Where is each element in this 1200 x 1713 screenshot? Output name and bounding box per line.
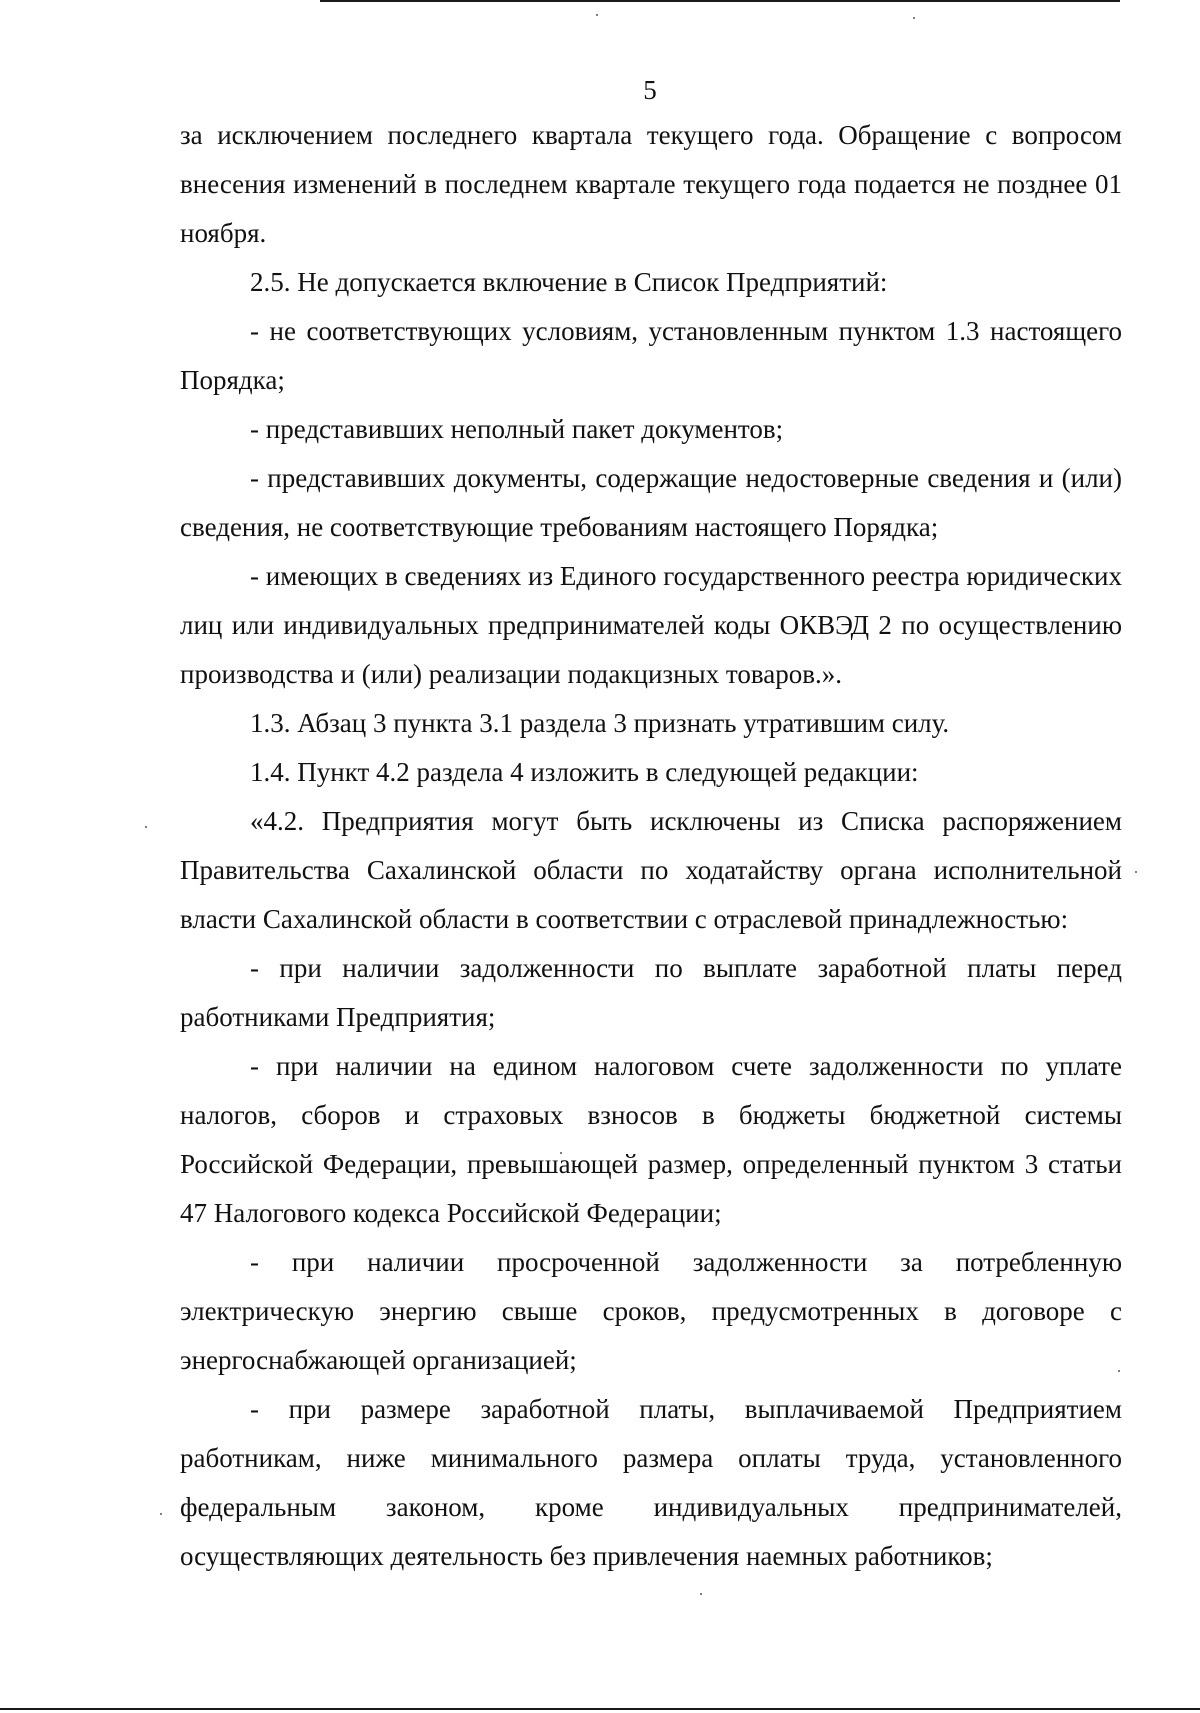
scan-edge-top	[320, 0, 1120, 2]
paragraph: «4.2. Предприятия могут быть исключены из Списка распоряжением Правительства Сахалинской области по ходатайству органа исполнительной власти Сахалинской области в соответствии с отраслевой принадлежностью:	[180, 806, 1122, 934]
list-item: - имеющих в сведениях из Единого государственного реестра юридических лиц или индивидуальных предпринимателей коды ОКВЭД 2 по осуществлению производства и (или) реализации подакцизных товаров.».	[180, 561, 1122, 689]
paragraph: за исключением последнего квартала текущего года. Обращение с вопросом внесения изменений в последнем квартале текущего года подается не позднее 01 ноября.	[180, 120, 1122, 248]
scan-speck	[1135, 871, 1137, 873]
page-number: 5	[643, 75, 657, 105]
list-item: - при размере заработной платы, выплачиваемой Предприятием работникам, ниже минимального размера оплаты труда, установленного федеральным законом, кроме индивидуальных предпринимателей, осуществляющих деятельность без привлечения наемных работников;	[180, 1394, 1122, 1571]
paragraph: 1.4. Пункт 4.2 раздела 4 изложить в следующей редакции:	[250, 757, 919, 787]
list-item: - при наличии задолженности по выплате заработной платы перед работниками Предприятия;	[180, 953, 1122, 1032]
scan-speck	[596, 14, 598, 16]
list-item: - не соответствующих условиям, установленным пунктом 1.3 настоящего Порядка;	[180, 316, 1122, 395]
paragraph: 2.5. Не допускается включение в Список Предприятий:	[250, 267, 888, 297]
list-item: - при наличии просроченной задолженности за потребленную электрическую энергию свыше сроков, предусмотренных в договоре с энергоснабжающей организацией;	[180, 1247, 1122, 1375]
document-body	[180, 111, 1122, 1581]
scan-speck	[700, 1593, 702, 1595]
paragraph: 1.3. Абзац 3 пункта 3.1 раздела 3 признать утратившим силу.	[250, 708, 950, 738]
list-item: - представивших документы, содержащие недостоверные сведения и (или) сведения, не соответствующие требованиям настоящего Порядка;	[180, 463, 1122, 542]
scan-speck	[913, 17, 915, 19]
list-item: - представивших неполный пакет документов;	[250, 414, 784, 444]
scan-speck	[160, 1513, 162, 1515]
scan-edge-bottom	[0, 1708, 1200, 1710]
list-item: - при наличии на едином налоговом счете задолженности по уплате налогов, сборов и страховых взносов в бюджеты бюджетной системы Российской Федерации, превышающей размер, определенный пунктом 3 статьи 47 Налогового кодекса Российской Федерации;	[180, 1051, 1122, 1228]
scan-speck	[145, 826, 147, 828]
